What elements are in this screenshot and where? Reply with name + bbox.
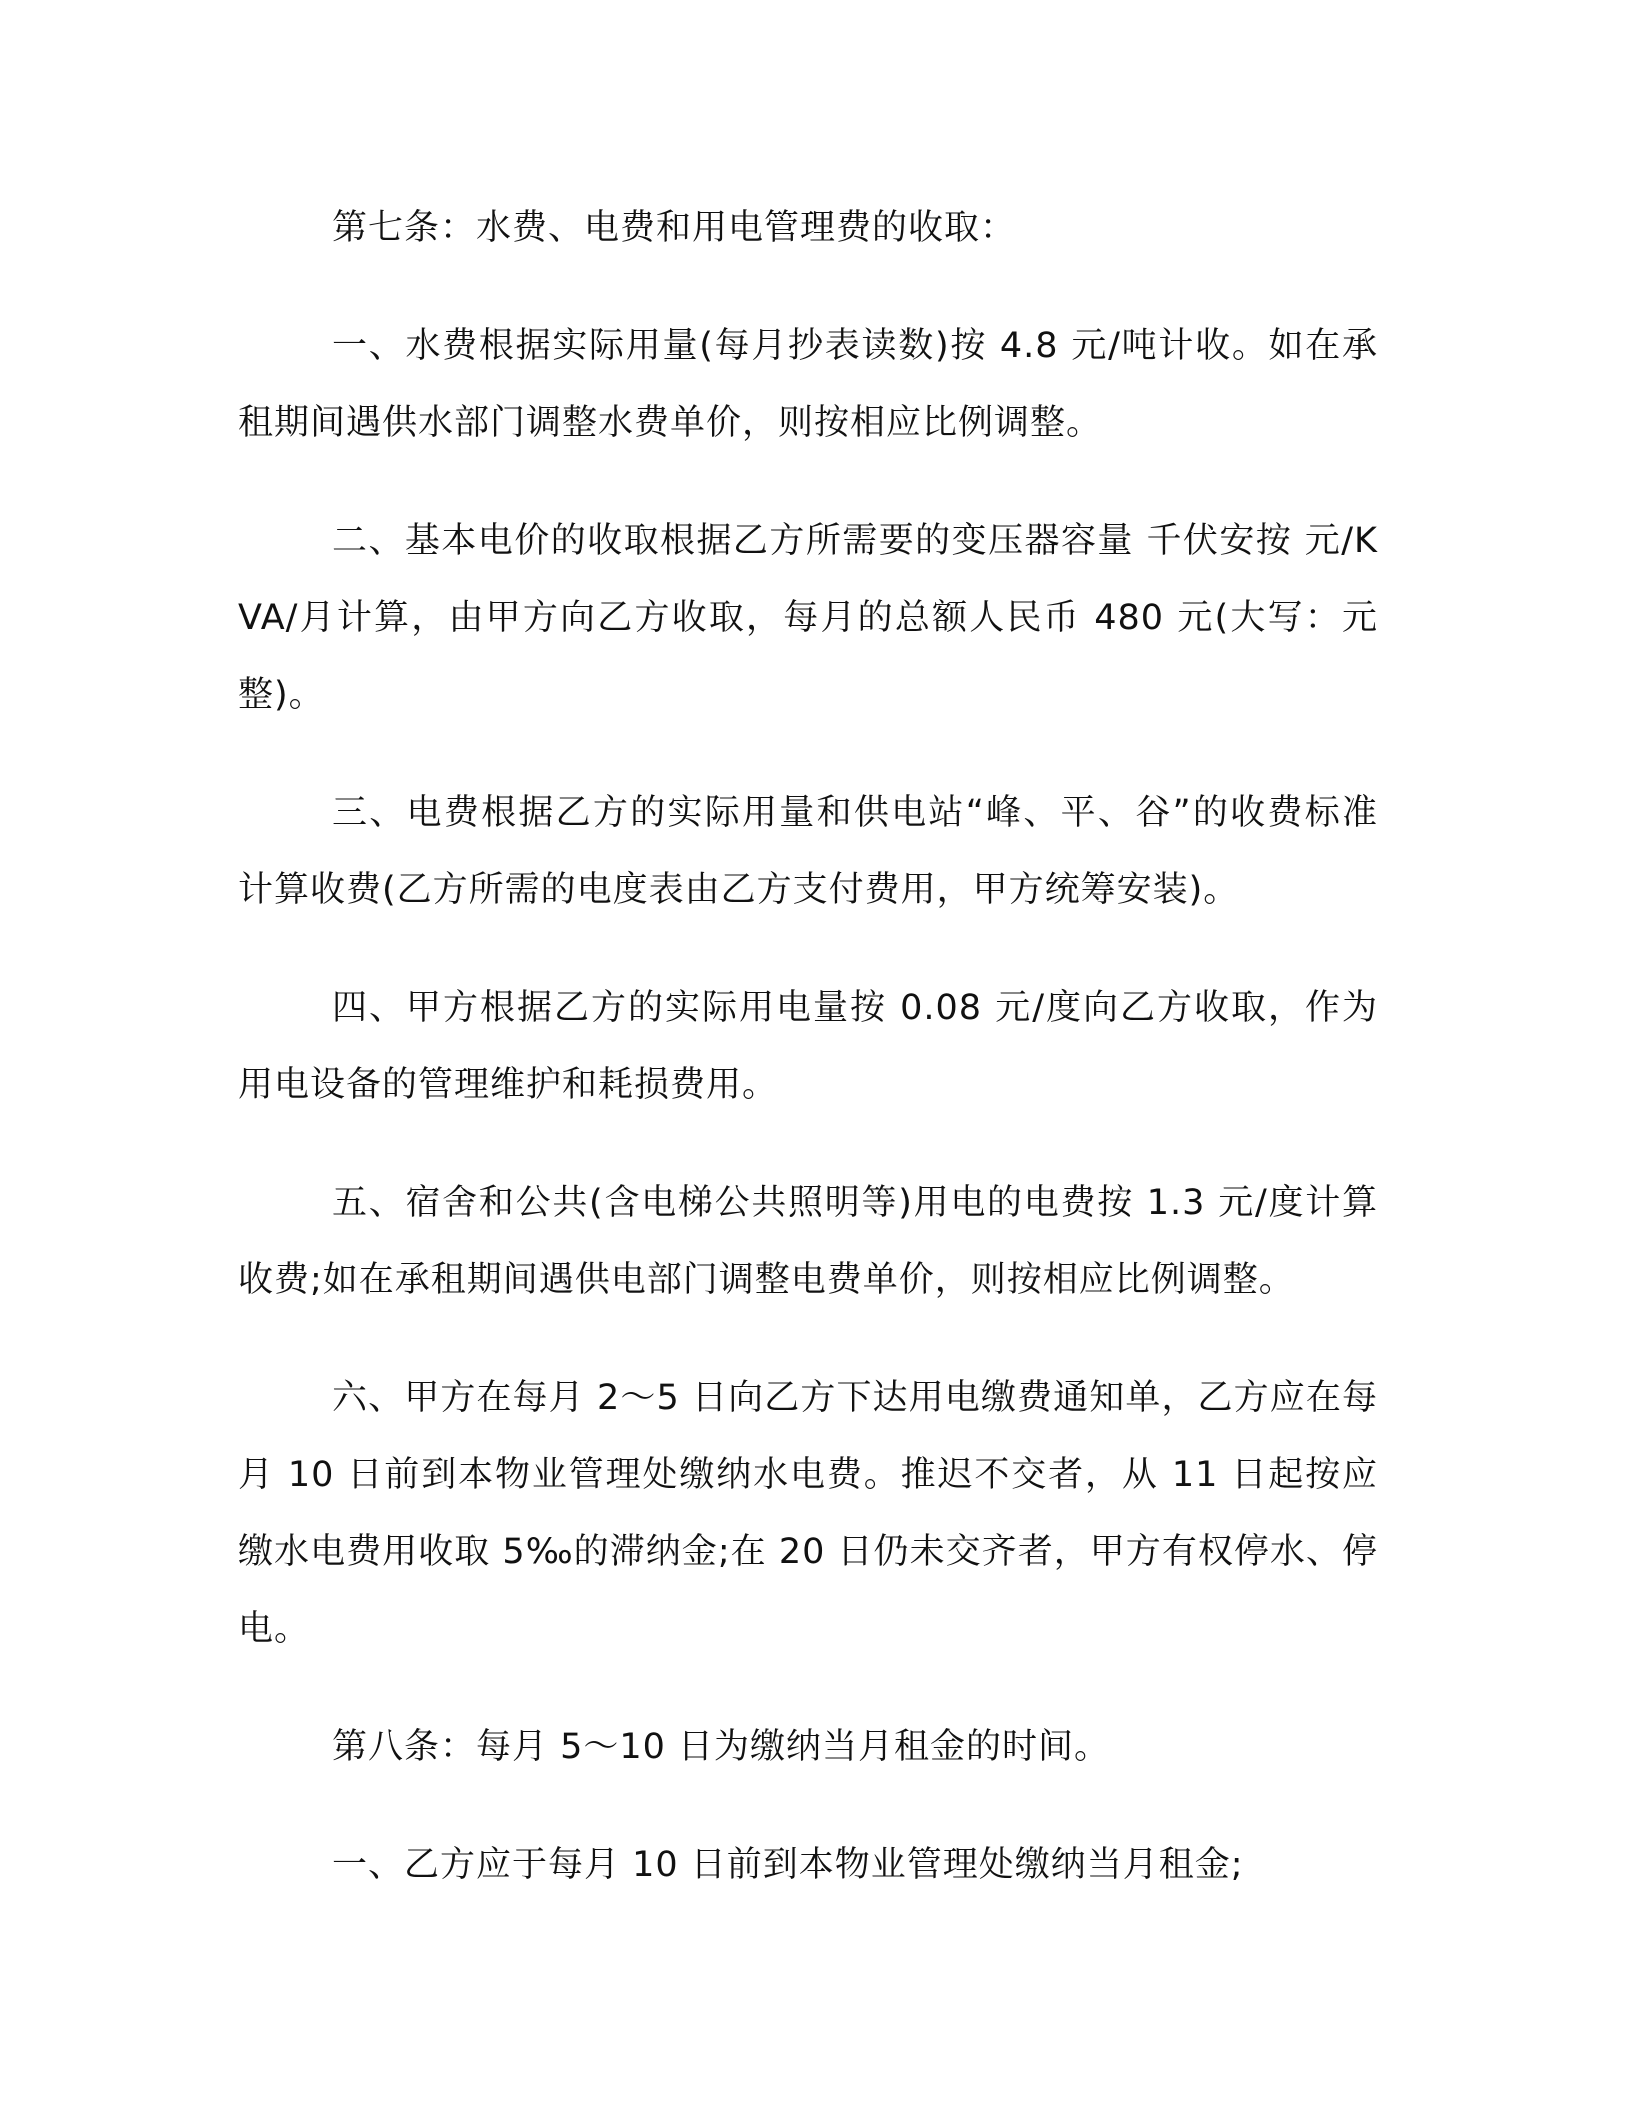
article-7-item-1-water-fee: 一、水费根据实际用量(每月抄表读数)按 4.8 元/吨计收。如在承租期间遇供水部门调整水费单价，则按相应比例调整。 [238, 326, 1378, 443]
article-7-item-6-payment-notice: 六、甲方在每月 2～5 日向乙方下达用电缴费通知单，乙方应在每月 10 日前到本物业管理处缴纳水电费。推迟不交者，从 11 日起按应缴水电费用收取 5‰的滞纳金;在 20 日仍未交齐者，甲方有权停水、停电。 [238, 1378, 1378, 1649]
article-7-item-5-dormitory-public-electricity: 五、宿舍和公共(含电梯公共照明等)用电的电费按 1.3 元/度计算收费;如在承租期间遇供电部门调整电费单价，则按相应比例调整。 [238, 1183, 1378, 1300]
article-7-item-3-electricity-fee: 三、电费根据乙方的实际用量和供电站“峰、平、谷”的收费标准计算收费(乙方所需的电度表由乙方支付费用，甲方统筹安装)。 [238, 793, 1378, 910]
article-7-item-2-basic-electricity-price: 二、基本电价的收取根据乙方所需要的变压器容量 千伏安按 元/KVA/月计算，由甲方向乙方收取，每月的总额人民币 480 元(大写：元整)。 [238, 521, 1378, 715]
article-8-heading: 第八条：每月 5～10 日为缴纳当月租金的时间。 [332, 1727, 1111, 1767]
document-body [238, 190, 1378, 1945]
article-7-heading: 第七条：水费、电费和用电管理费的收取： [332, 208, 1017, 248]
article-8-item-1-rent-payment: 一、乙方应于每月 10 日前到本物业管理处缴纳当月租金; [332, 1845, 1244, 1885]
article-7-item-4-management-fee: 四、甲方根据乙方的实际用电量按 0.08 元/度向乙方收取，作为用电设备的管理维护和耗损费用。 [238, 988, 1378, 1105]
